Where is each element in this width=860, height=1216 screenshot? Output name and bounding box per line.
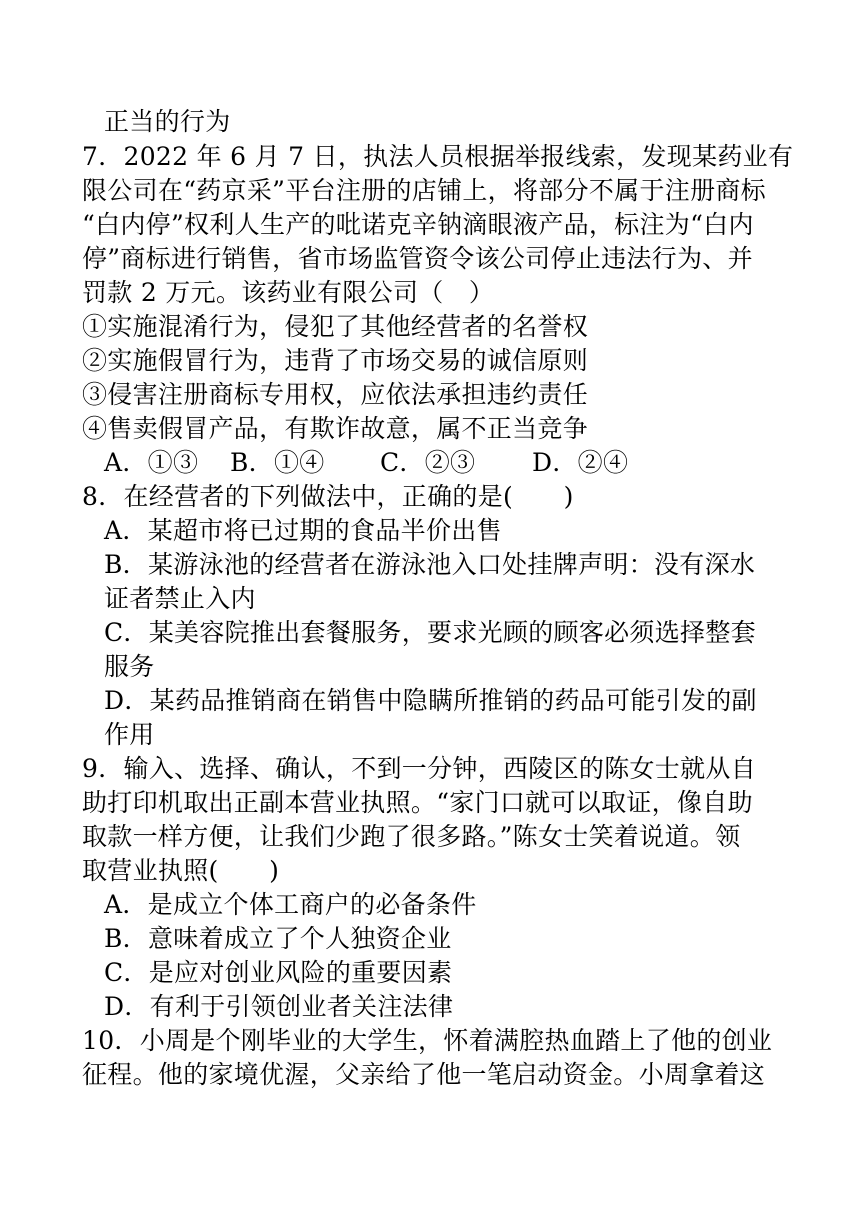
q7-option-d: D．②④ <box>532 448 629 477</box>
q8-option-d-line-1: D．某药品推销商在销售中隐瞒所推销的药品可能引发的副 <box>104 686 757 715</box>
q7-statement-4: ④售卖假冒产品，有欺诈故意，属不正当竞争 <box>82 414 589 443</box>
q7-stem-line-2: 限公司在“药京采”平台注册的店铺上，将部分不属于注册商标 <box>82 176 766 205</box>
q8-option-b-line-1: B．某游泳池的经营者在游泳池入口处挂牌声明：没有深水 <box>104 550 756 579</box>
q8-option-c-line-2: 服务 <box>104 652 155 681</box>
q9-stem-line-3: 取款一样方便，让我们少跑了很多路。”陈女士笑着说道。领 <box>82 822 741 851</box>
q10-stem-line-2: 征程。他的家境优渥，父亲给了他一笔启动资金。小周拿着这 <box>82 1060 766 1089</box>
previous-question-tail: 正当的行为 <box>104 107 231 136</box>
q8-option-b-line-2: 证者禁止入内 <box>104 584 256 613</box>
q8-stem: 8．在经营者的下列做法中，正确的是( ) <box>82 482 574 511</box>
q7-option-a: A．①③ <box>104 448 199 477</box>
q9-option-c: C．是应对创业风险的重要因素 <box>104 958 453 987</box>
q7-stem-line-4: 停”商标进行销售，省市场监管资令该公司停止违法行为、并 <box>82 244 753 273</box>
q9-option-a: A．是成立个体工商户的必备条件 <box>104 890 477 919</box>
q7-stem-line-5: 罚款 2 万元。该药业有限公司（ ） <box>82 278 495 307</box>
q7-option-b: B．①④ <box>230 448 325 477</box>
q9-stem-line-1: 9．输入、选择、确认，不到一分钟，西陵区的陈女士就从自 <box>82 754 757 783</box>
q9-stem-line-4: 取营业执照( ) <box>82 856 280 885</box>
q9-option-d: D．有利于引领创业者关注法律 <box>104 992 454 1021</box>
q8-option-c-line-1: C．某美容院推出套餐服务，要求光顾的顾客必须选择整套 <box>104 618 756 647</box>
q7-statement-2: ②实施假冒行为，违背了市场交易的诚信原则 <box>82 346 589 375</box>
q7-stem-line-1: 7．2022 年 6 月 7 日，执法人员根据举报线索，发现某药业有 <box>82 142 794 171</box>
q8-option-a: A．某超市将已过期的食品半价出售 <box>104 516 502 545</box>
q9-stem-line-2: 助打印机取出正副本营业执照。“家门口就可以取证，像自助 <box>82 788 753 817</box>
q7-statement-1: ①实施混淆行为，侵犯了其他经营者的名誉权 <box>82 312 589 341</box>
q7-statement-3: ③侵害注册商标专用权，应依法承担违约责任 <box>82 380 589 409</box>
q7-option-c: C．②③ <box>380 448 476 477</box>
q8-option-d-line-2: 作用 <box>104 720 155 749</box>
q9-option-b: B．意味着成立了个人独资企业 <box>104 924 452 953</box>
q7-options <box>104 446 628 479</box>
q10-stem-line-1: 10．小周是个刚毕业的大学生，怀着满腔热血踏上了他的创业 <box>82 1026 773 1055</box>
q7-stem-line-3: “白内停”权利人生产的吡诺克辛钠滴眼液产品，标注为“白内 <box>82 210 754 239</box>
